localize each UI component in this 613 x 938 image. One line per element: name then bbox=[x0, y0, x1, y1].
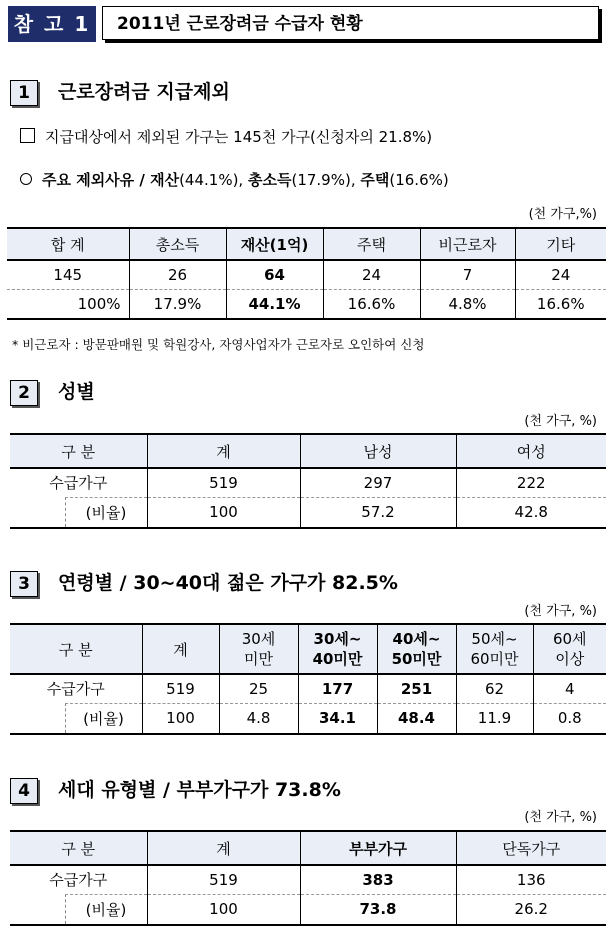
header-income: 총소득 bbox=[129, 228, 226, 260]
section-3-number: 3 bbox=[10, 571, 38, 597]
section-1-number: 1 bbox=[10, 80, 38, 106]
table-row bbox=[10, 865, 606, 894]
cell: 24 bbox=[323, 260, 420, 289]
row-label: 수급가구 bbox=[49, 474, 108, 493]
row-label: (비율) bbox=[65, 497, 147, 528]
header-total: 계 bbox=[147, 434, 300, 468]
table-row bbox=[10, 703, 606, 734]
cell: 177 bbox=[298, 674, 377, 703]
header-male: 남성 bbox=[300, 434, 456, 468]
table-row bbox=[7, 289, 606, 319]
table-row bbox=[10, 894, 606, 925]
section-4-number: 4 bbox=[10, 778, 38, 804]
header-category: 구 분 bbox=[10, 831, 147, 865]
cell: 297 bbox=[300, 468, 456, 497]
cell: 519 bbox=[147, 468, 300, 497]
header-over-60: 60세 이상 bbox=[533, 624, 606, 674]
section-2-number: 2 bbox=[10, 380, 38, 406]
cell: 136 bbox=[456, 865, 606, 894]
table-row bbox=[10, 468, 606, 497]
cell: 44.1% bbox=[226, 289, 323, 319]
section-2-unit: (천 가구, %) bbox=[524, 414, 597, 429]
cell: 145 bbox=[53, 265, 83, 284]
section-1-unit: (천 가구,%) bbox=[528, 207, 597, 222]
gender-table bbox=[10, 433, 606, 529]
cell: 222 bbox=[456, 468, 606, 497]
reference-badge: 참 고 1 bbox=[8, 6, 96, 42]
section-4-title-bold: 세대 유형별 bbox=[58, 779, 157, 801]
header-house: 주택 bbox=[323, 228, 420, 260]
table-row bbox=[10, 674, 606, 703]
cell: 16.6% bbox=[515, 289, 606, 319]
footnote: * 비근로자 : 방문판매원 및 학원강사, 자영사업자가 근로자로 오인하여 신청 bbox=[12, 337, 425, 352]
cell: 383 bbox=[300, 865, 456, 894]
row-label: (비율) bbox=[65, 894, 147, 925]
cell: 34.1 bbox=[298, 703, 377, 734]
age-table bbox=[10, 623, 606, 735]
header-total: 계 bbox=[147, 831, 300, 865]
cell: 4.8 bbox=[219, 703, 298, 734]
header-single: 단독가구 bbox=[456, 831, 606, 865]
section-3-unit: (천 가구, %) bbox=[524, 604, 597, 619]
header-under-30: 30세 미만 bbox=[219, 624, 298, 674]
section-1-line-1 bbox=[20, 126, 432, 148]
row-label: 수급가구 bbox=[46, 680, 105, 699]
reason-income-pct: (17.9%), bbox=[291, 171, 361, 189]
reason-income-label: 총소득 bbox=[247, 171, 292, 189]
cell: 73.8 bbox=[300, 894, 456, 925]
exclusion-table bbox=[7, 227, 606, 320]
cell: 100% bbox=[7, 289, 129, 319]
household-type-table bbox=[10, 830, 606, 926]
header-category: 구 분 bbox=[10, 624, 142, 674]
cell: 4.8% bbox=[420, 289, 515, 319]
cell: 100 bbox=[147, 497, 300, 528]
section-4-title-rest: / 부부가구가 73.8% bbox=[156, 779, 341, 801]
excluded-summary: 지급대상에서 제외된 가구는 145천 가구(신청자의 21.8%) bbox=[45, 128, 433, 146]
cell: 17.9% bbox=[129, 289, 226, 319]
cell: 25 bbox=[219, 674, 298, 703]
section-3-title bbox=[58, 570, 398, 596]
circle-bullet-icon bbox=[20, 173, 32, 185]
row-label: 수급가구 bbox=[49, 871, 108, 890]
header-40-50: 40세~ 50미만 bbox=[377, 624, 456, 674]
cell: 57.2 bbox=[300, 497, 456, 528]
page-title: 2011년 근로장려금 수급자 현황 bbox=[102, 6, 599, 40]
cell: 26.2 bbox=[456, 894, 606, 925]
section-4-unit: (천 가구, %) bbox=[524, 810, 597, 825]
section-3-title-bold: 연령별 bbox=[58, 572, 114, 594]
cell: 100 bbox=[147, 894, 300, 925]
table-row bbox=[7, 260, 606, 289]
header-female: 여성 bbox=[456, 434, 606, 468]
cell: 519 bbox=[147, 865, 300, 894]
table-row bbox=[10, 497, 606, 528]
cell: 16.6% bbox=[323, 289, 420, 319]
row-label: (비율) bbox=[65, 703, 142, 734]
header-total: 계 bbox=[142, 624, 219, 674]
cell: 62 bbox=[456, 674, 533, 703]
section-4-title bbox=[58, 777, 341, 803]
header-category: 구 분 bbox=[10, 434, 147, 468]
cell: 42.8 bbox=[456, 497, 606, 528]
cell: 11.9 bbox=[456, 703, 533, 734]
section-2-title: 성별 bbox=[58, 381, 95, 403]
cell: 24 bbox=[515, 260, 606, 289]
header-total: 합 계 bbox=[7, 228, 129, 260]
reason-asset-pct: (44.1%), bbox=[179, 171, 248, 189]
section-3-title-rest: / 30~40대 젊은 가구가 82.5% bbox=[113, 572, 398, 594]
section-1-title: 근로장려금 지급제외 bbox=[58, 81, 230, 103]
checkbox-icon bbox=[20, 128, 35, 143]
cell: 0.8 bbox=[533, 703, 606, 734]
header-30-40: 30세~ 40미만 bbox=[298, 624, 377, 674]
reason-house-label: 주택 bbox=[360, 171, 390, 189]
cell: 519 bbox=[142, 674, 219, 703]
header-couple: 부부가구 bbox=[300, 831, 456, 865]
header-non-worker: 비근로자 bbox=[420, 228, 515, 260]
cell: 48.4 bbox=[377, 703, 456, 734]
reasons-label: 주요 제외사유 / 재산 bbox=[42, 171, 180, 189]
cell: 64 bbox=[226, 260, 323, 289]
reason-house-pct: (16.6%) bbox=[389, 171, 449, 189]
cell: 4 bbox=[533, 674, 606, 703]
cell: 100 bbox=[142, 703, 219, 734]
header-50-60: 50세~ 60미만 bbox=[456, 624, 533, 674]
cell: 251 bbox=[377, 674, 456, 703]
cell: 7 bbox=[420, 260, 515, 289]
header-other: 기타 bbox=[515, 228, 606, 260]
cell: 26 bbox=[129, 260, 226, 289]
header-asset: 재산(1억) bbox=[226, 228, 323, 260]
section-1-line-2 bbox=[20, 169, 449, 191]
